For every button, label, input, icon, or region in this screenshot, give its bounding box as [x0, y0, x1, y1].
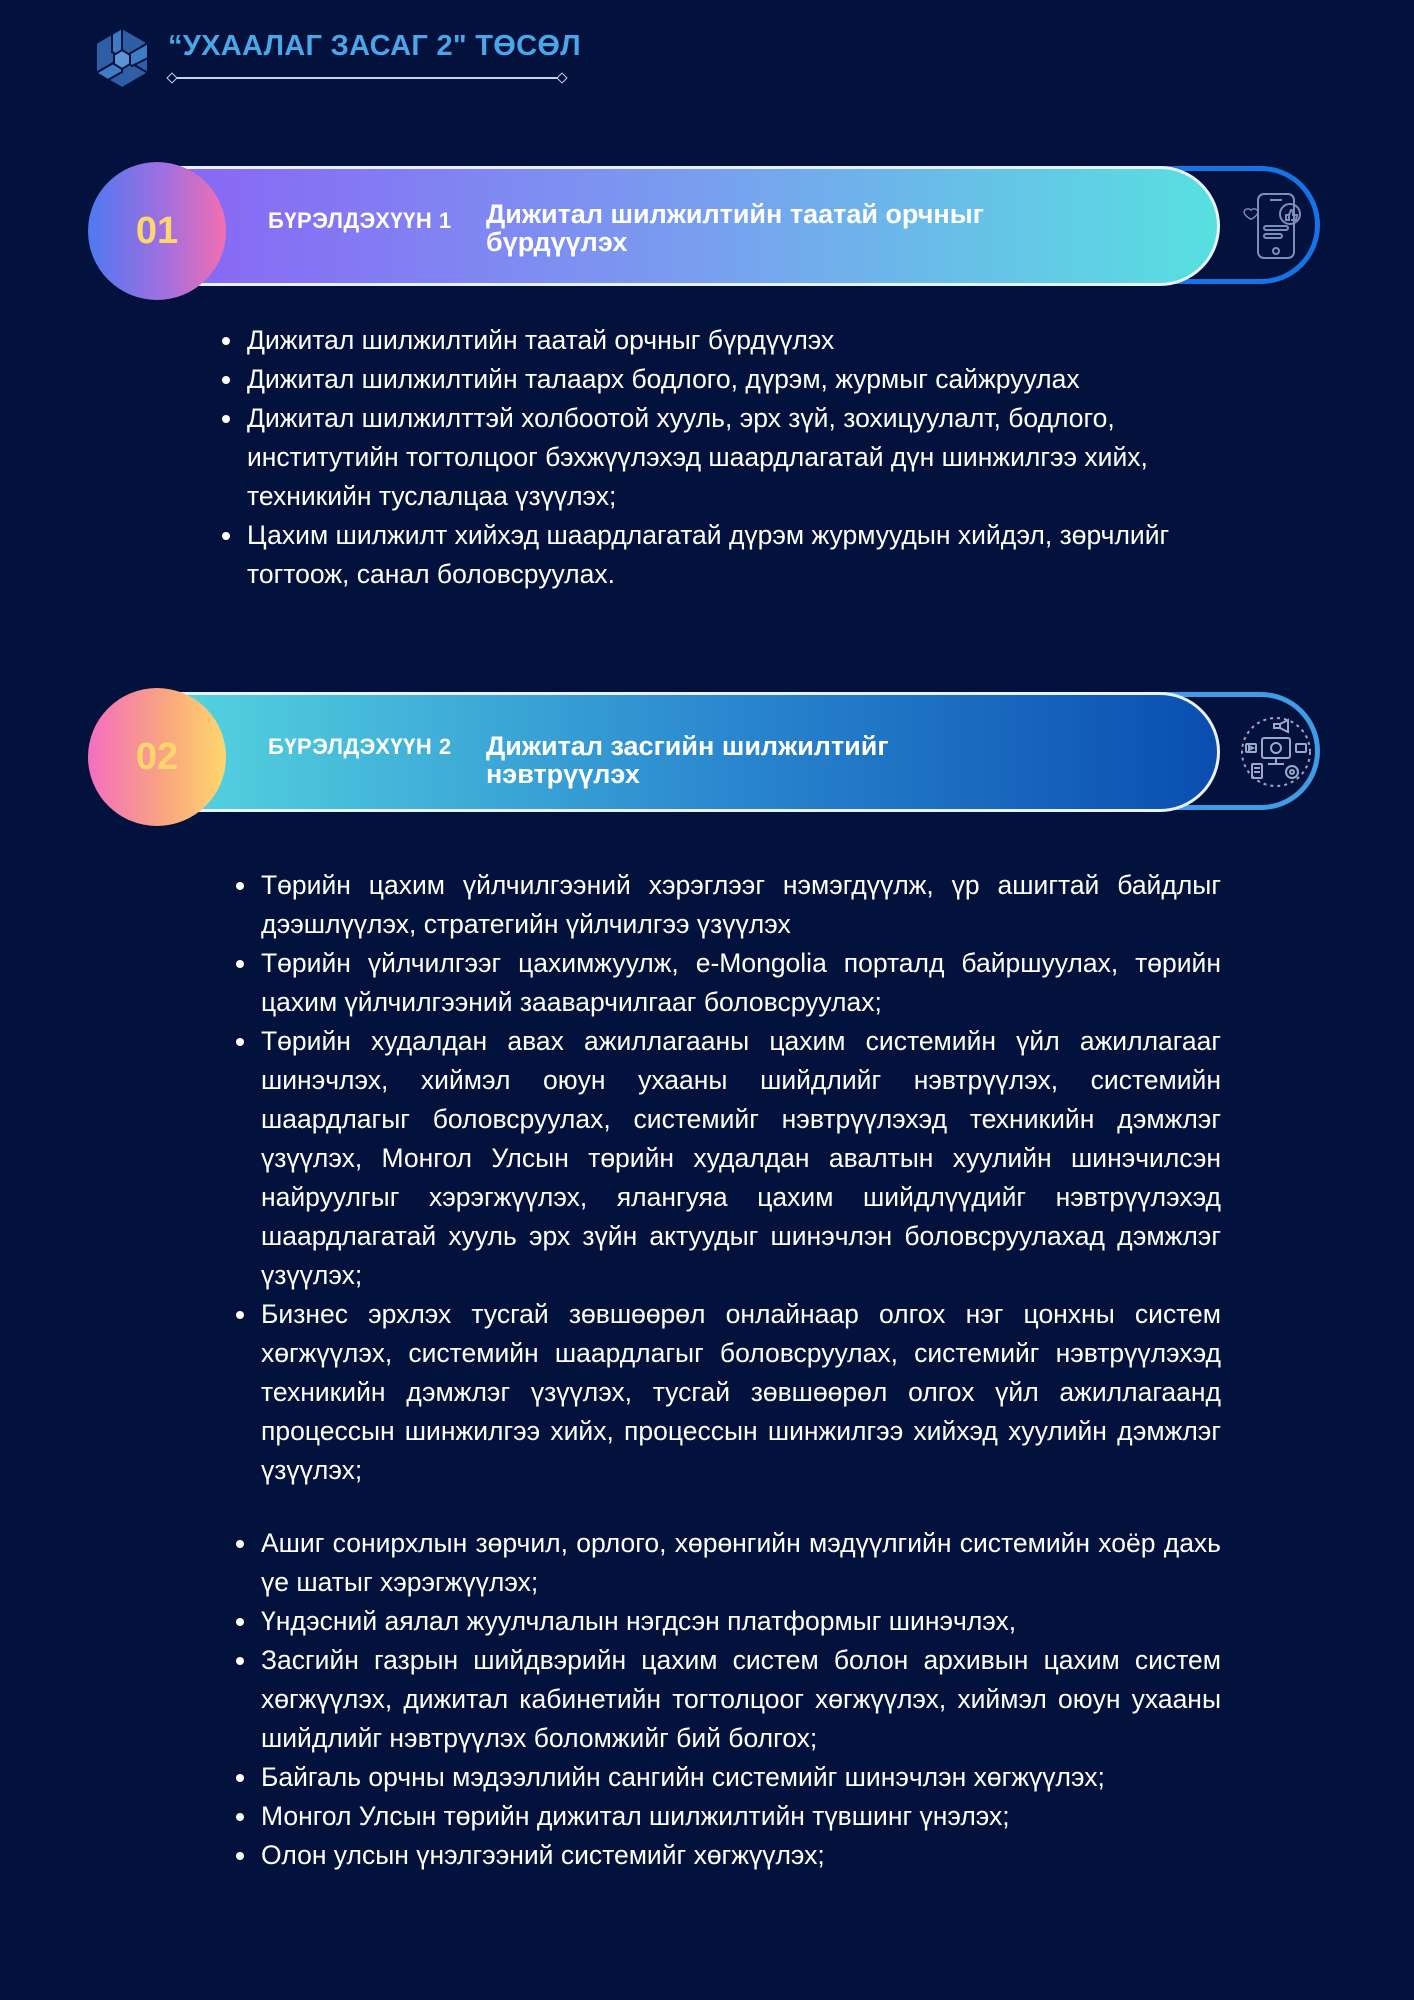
- component-label: БҮРЭЛДЭХҮҮН 2: [268, 734, 452, 759]
- list-item: Төрийн цахим үйлчилгээний хэрэглээг нэмэгдүүлж, үр ашигтай байдлыг дээшлүүлэх, стратегийн үйлчилгээ үзүүлэх: [261, 866, 1221, 944]
- component-1-list: [247, 321, 1237, 594]
- component-number: 02: [135, 735, 179, 778]
- list-item: Монгол Улсын төрийн дижитал шилжилтийн түвшинг үнэлэх;: [261, 1797, 1221, 1836]
- list-item: Төрийн үйлчилгээг цахимжуулж, e-Mongolia порталд байршуулах, төрийн цахим үйлчилгээний зааварчилгааг боловсруулах;: [261, 944, 1221, 1022]
- list-item: Цахим шилжилт хийхэд шаардлагатай дүрэм журмуудын хийдэл, зөрчлийг тогтоож, санал боловсруулах.: [247, 516, 1237, 594]
- list-item: Олон улсын үнэлгээний системийг хөгжүүлэх;: [261, 1836, 1221, 1875]
- list-item: Үндэсний аялал жуулчлалын нэгдсэн платформыг шинэчлэх,: [261, 1602, 1221, 1641]
- project-logo-icon: [86, 24, 158, 102]
- component-title: Дижитал шилжилтийн таатай орчныг бүрдүүлэх: [486, 199, 985, 257]
- project-title: “УХААЛАГ ЗАСАГ 2" ТӨСӨЛ: [168, 30, 581, 62]
- component-label: БҮРЭЛДЭХҮҮН 1: [268, 208, 452, 233]
- list-item: Дижитал шилжилттэй холбоотой хууль, эрх зүй, зохицуулалт, бодлого, институтийн тогтолцоог бэхжүүлэхэд шаардлагатай дүн шинжилгээ хийх, техникийн туслалцаа үзүүлэх;: [247, 399, 1237, 516]
- list-item: Дижитал шилжилтийн таатай орчныг бүрдүүлэх: [247, 321, 1237, 360]
- list-item: Төрийн худалдан авах ажиллагааны цахим системийн үйл ажиллагааг шинэчлэх, хиймэл оюун ухааны шийдлийг нэвтрүүлэх, системийн шаардлагыг боловсруулах, системийг нэвтрүүлэхэд техникийн дэмжлэг үзүүлэх, Монгол Улсын төрийн худалдан авалтын хуулийн шинэчилсэн найруулгыг хэрэгжүүлэх, ялангуяа цахим шийдлүүдийг нэвтрүүлэхэд шаардлагатай хууль эрх зүйн актуудыг шинэчлэн боловсруулахад дэмжлэг үзүүлэх;: [261, 1022, 1221, 1295]
- list-item: Байгаль орчны мэдээллийн сангийн системийг шинэчлэн хөгжүүлэх;: [261, 1758, 1221, 1797]
- title-underline: [172, 77, 562, 79]
- component-number-badge: [88, 688, 226, 826]
- component-2-list: [261, 866, 1221, 1490]
- component-title: Дижитал засгийн шилжилтийг нэвтрүүлэх: [486, 731, 889, 789]
- smartphone-social-icon: [1234, 184, 1318, 268]
- list-item: Дижитал шилжилтийн талаарх бодлого, дүрэм, журмыг сайжруулах: [247, 360, 1237, 399]
- component-2-list-continued: [261, 1524, 1221, 1875]
- list-item: Ашиг сонирхлын зөрчил, орлого, хөрөнгийн мэдүүлгийн системийн хоёр дахь үе шатыг хэрэгжүүлэх;: [261, 1524, 1221, 1602]
- component-number-badge: [88, 162, 226, 300]
- list-item: Бизнес эрхлэх тусгай зөвшөөрөл онлайнаар олгох нэг цонхны систем хөгжүүлэх, системийн шаардлагыг боловсруулах, системийг нэвтрүүлэхэд техникийн дэмжлэг үзүүлэх, тусгай зөвшөөрөл олгох үйл ажиллагаанд процессын шинжилгээ хийх, процессын шинжилгээ хийхэд хуулийн дэмжлэг үзүүлэх;: [261, 1295, 1221, 1490]
- component-1-banner: [86, 166, 1350, 306]
- list-item: Засгийн газрын шийдвэрийн цахим систем болон архивын цахим систем хөгжүүлэх, дижитал кабинетийн тогтолцоог хөгжүүлэх, хиймэл оюун ухааны шийдлийг нэвтрүүлэх боломжийг бий болгох;: [261, 1641, 1221, 1758]
- component-2-banner: [86, 692, 1350, 832]
- component-number: 01: [135, 209, 179, 252]
- digital-services-icon: [1234, 710, 1318, 794]
